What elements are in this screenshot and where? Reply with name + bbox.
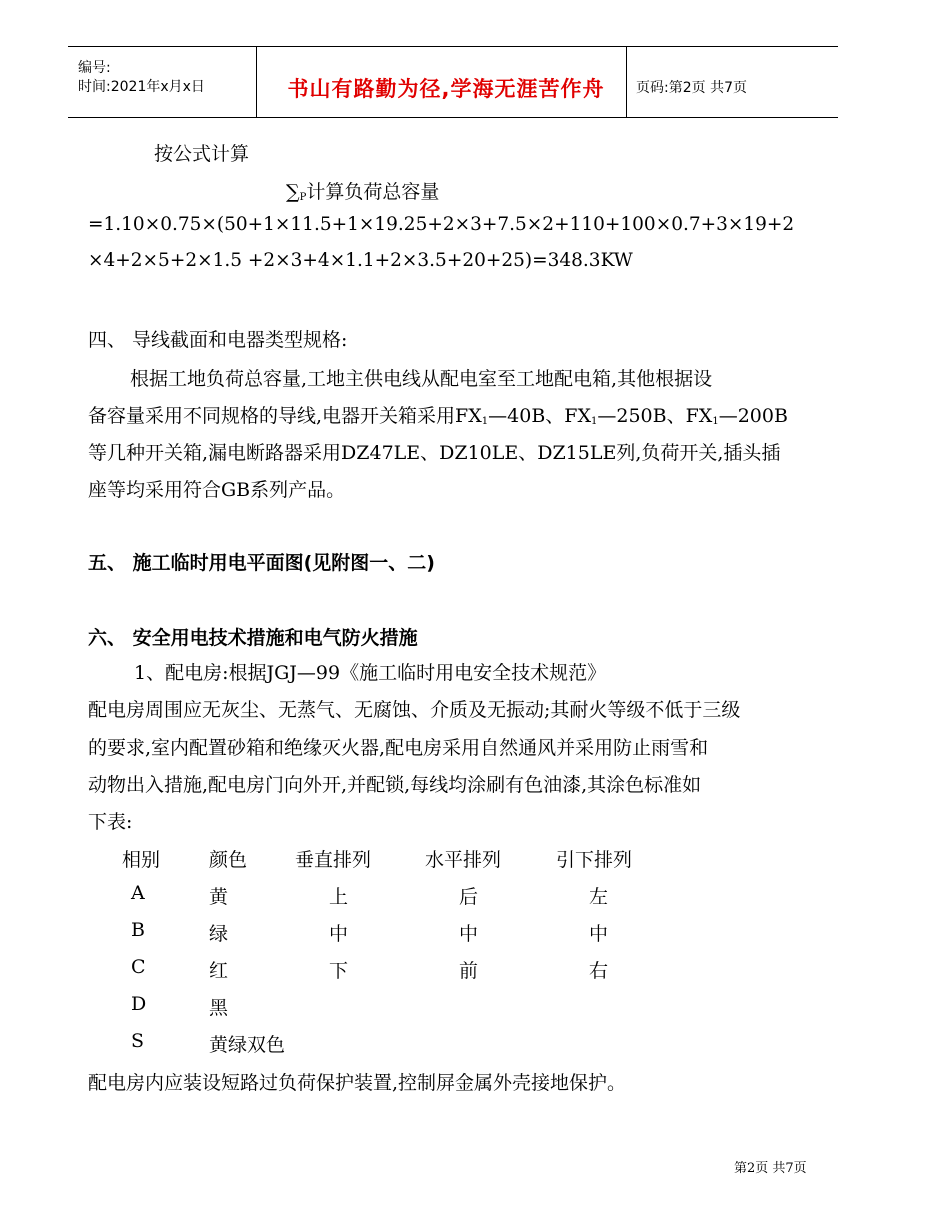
document-time-label: 时间:2021年x月x日 [78,79,205,95]
paragraph-line: 等几种开关箱,漏电断路器采用DZ47LE、DZ10LE、DZ15LE列,负荷开关,插头插 [88,442,781,464]
text-run: —200B [718,405,788,427]
table-cell: B [131,919,145,941]
table-cell: 黑 [209,997,229,1019]
table-cell: 中 [329,923,349,945]
table-cell: 红 [209,960,229,982]
formula-title-text: 计算负荷总容量 [306,181,440,203]
paragraph-line: 下表: [88,811,133,833]
paragraph-line: 配电房内应装设短路过负荷保护装置,控制屏金属外壳接地保护。 [88,1072,627,1094]
formula-title [286,177,439,204]
table-cell: S [131,1030,145,1052]
item-1: 1、配电房:根据JGJ—99《施工临时用电安全技术规范》 [134,662,607,684]
table-cell: 上 [329,886,349,908]
paragraph-line: 动物出入措施,配电房门向外开,并配锁,每线均涂刷有色油漆,其涂色标准如 [88,774,702,796]
table-header-cell: 水平排列 [425,849,502,871]
table-header-cell: 垂直排列 [295,849,372,871]
table-header-cell: 引下排列 [556,849,633,871]
text-run: —250B、FX [597,405,713,427]
table-cell: 左 [589,886,609,908]
paragraph-line: 座等均采用符合GB系列产品。 [88,479,346,501]
sigma-subscript: P [299,192,307,203]
table-cell: 中 [459,923,479,945]
text-run: —40B、FX [488,405,591,427]
table-cell: 黄绿双色 [209,1034,286,1056]
section-5-title: 五、 施工临时用电平面图(见附图一、二) [88,552,435,574]
table-cell: 后 [459,886,479,908]
header-page-number: 页码:第2页 共7页 [636,80,747,96]
paragraph-line: 的要求,室内配置砂箱和绝缘灭火器,配电房采用自然通风并采用防止雨雪和 [88,737,709,759]
table-header-cell: 颜色 [209,849,248,871]
table-cell: C [131,956,146,978]
header-divider [256,47,257,117]
subscript: 1 [712,416,719,427]
subscript: 1 [481,416,489,427]
section-4-title: 四、 导线截面和电器类型规格: [88,329,348,351]
table-cell: 黄 [209,886,229,908]
header-divider [626,47,627,117]
page-footer: 第2页 共7页 [734,1161,807,1176]
header-motto: 书山有路勤为径,学海无涯苦作舟 [287,77,605,101]
table-cell: D [131,993,147,1015]
sigma-symbol: ∑ [286,181,300,203]
table-cell: 前 [459,960,479,982]
table-cell: 绿 [209,923,229,945]
table-cell: A [131,882,145,904]
header-meta [78,59,205,97]
page-header [68,46,838,118]
text-run: 备容量采用不同规格的导线,电器开关箱采用FX [88,405,482,427]
table-header-cell: 相别 [122,849,161,871]
paragraph-line [88,401,788,428]
table-cell: 中 [589,923,609,945]
table-cell: 下 [329,960,349,982]
paragraph-line: 配电房周围应无灰尘、无蒸气、无腐蚀、介质及无振动;其耐火等级不低于三级 [88,699,741,721]
section-6-title: 六、 安全用电技术措施和电气防火措施 [88,627,418,649]
paragraph-line: 根据工地负荷总容量,工地主供电线从配电室至工地配电箱,其他根据设 [130,368,713,390]
formula-intro: 按公式计算 [154,143,250,165]
table-cell: 右 [589,960,609,982]
subscript: 1 [591,416,598,427]
formula-line: =1.10×0.75×(50+1×11.5+1×19.25+2×3+7.5×2+110+100×0.7+3×19+2 [88,214,795,235]
document-number-label: 编号: [78,60,111,76]
formula-line: ×4+2×5+2×1.5 +2×3+4×1.1+2×3.5+20+25)=348.3KW [88,250,633,271]
